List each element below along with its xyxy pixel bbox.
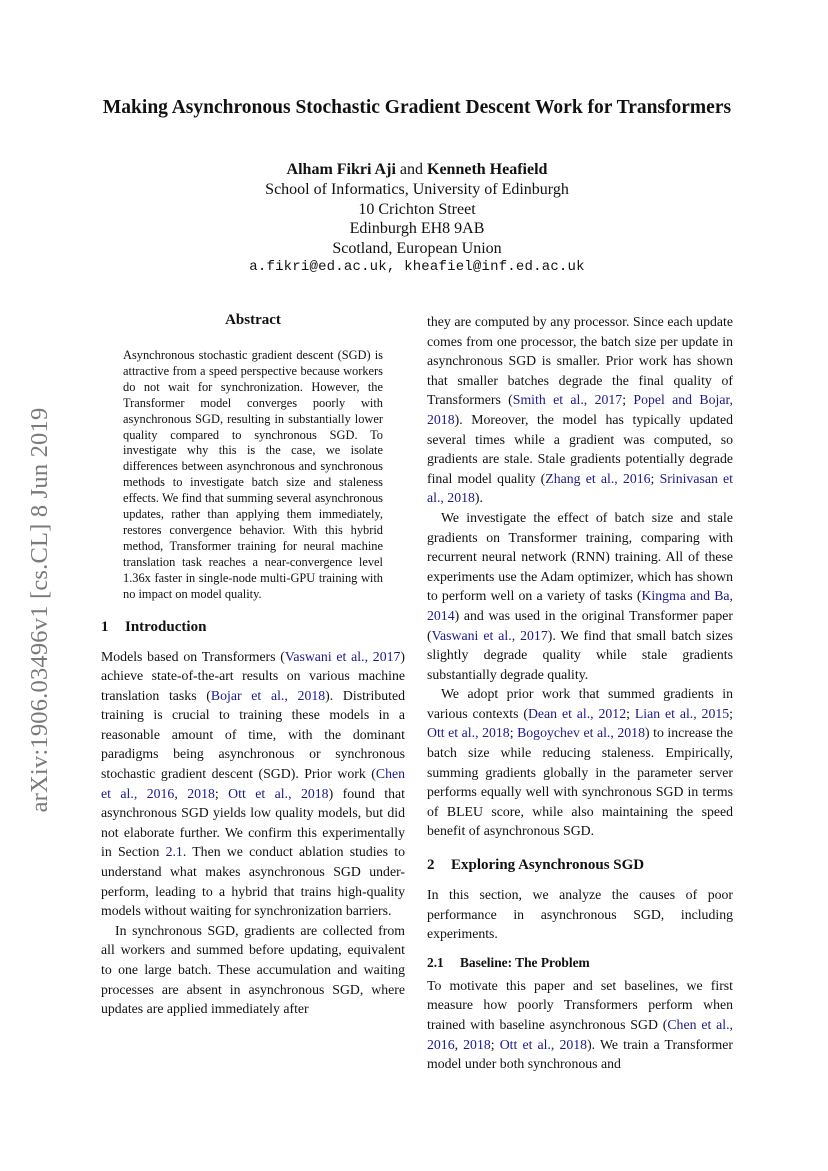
citation-link[interactable]: 2018 [187,785,215,801]
left-column [101,306,405,1019]
citation-link[interactable]: Vaswani et al., 2017 [284,648,401,664]
subsection-heading-baseline [427,954,733,972]
citation-link[interactable]: 2018 [463,1036,491,1052]
section-number: 1 [101,618,109,635]
section-heading-introduction [101,617,405,637]
section-title: Exploring Asynchronous SGD [451,857,645,874]
subsection-number: 2.1 [427,954,444,970]
abstract-heading: Abstract [225,312,281,328]
subsection-title: Baseline: The Problem [460,954,590,970]
right-paragraph-3: We adopt prior work that summed gradients in various contexts (Dean et al., 2012; Lian et al., 2015; Ott et al., 2018; Bogoychev et al., 2018) to increase the batch size while reducing staleness. Empirically, summing gradients globally in the parameter server performs equally well with synchronous SGD in terms of BLEU score, while also maintaining the speed benefit of asynchronous SGD. [427,686,733,839]
section-title: Introduction [125,618,207,635]
citation-link[interactable]: Chen et al., 2016 [427,1017,733,1052]
paper-title: Making Asynchronous Stochastic Gradient Descent Work for Transformers [102,97,732,118]
right-paragraph-1: they are computed by any processor. Since each update comes from one processor, the batch size per update in asynchronous SGD is smaller. Prior work has shown that smaller batches degrade the final quality of Transformers (Smith et al., 2017; Popel and Bojar, 2018). Moreover, the model has typically updated several times while a gradient was computed, so gradients are stale. Stale gradients potentially degrade final model quality (Zhang et al., 2016; Srinivasan et al., 2018). [427,314,733,506]
intro-paragraph-1: Models based on Transformers (Vaswani et al., 2017) achieve state-of-the-art results on various machine translation tasks (Bojar et al., 2018). Distributed training is crucial to training these models in a reasonable amount of time, with the dominant paradigms being asynchronous or synchronous stochastic gradient descent (SGD). Prior work (Chen et al., 2016, 2018; Ott et al., 2018) found that asynchronous SGD yields low quality models, but did not elaborate further. We confirm this experimentally in Section 2.1. Then we conduct ablation studies to understand what makes asynchronous SGD under-perform, leading to a hybrid that trains high-quality models without waiting for synchronization barriers. [101,648,406,919]
affiliation-line: School of Informatics, University of Edinburgh [265,181,569,198]
section-2-1-paragraph: To motivate this paper and set baselines, we first measure how poorly Transformers perform when trained with baseline asynchronous SGD (Chen et al., 2016, 2018; Ott et al., 2018). We train a Transformer model under both synchronous and [427,977,733,1072]
citation-link[interactable]: Ott et al., 2018 [499,1036,588,1052]
citation-link[interactable]: Vaswani et al., 2017 [431,627,548,643]
affiliation-line: Edinburgh EH8 9AB [349,220,485,238]
author-2: Kenneth Heafield [427,161,548,178]
affiliation-line: 10 Crichton Street [358,200,476,218]
affiliation-line: Scotland, European Union [332,239,502,257]
affiliation [100,180,734,258]
abstract-text: Asynchronous stochastic gradient descent (SGD) is attractive from a speed perspective because workers do not wait for synchronization. However, the Transformer model converges poorly with asynchronous SGD, resulting in substantially lower quality compared to synchronous SGD. To investigate why this is the case, we isolate differences between asynchronous and synchronous methods to investigate batch size and staleness effects. We find that summing several asynchronous updates, rather than applying them immediately, restores convergence behavior. With this hybrid method, Transformer training for neural machine translation task reaches a near-convergence level 1.36x faster in single-node multi-GPU training with no impact on model quality. [123,348,383,601]
citation-link[interactable]: Bojar et al., 2018 [210,687,326,703]
citation-link[interactable]: Zhang et al., 2016 [545,470,651,486]
citation-link[interactable]: Srinivasan et al., 2018 [427,470,733,506]
citation-link[interactable]: Ott et al., 2018 [228,785,329,801]
citation-link[interactable]: Bogoychev et al., 2018 [517,725,645,741]
intro-paragraph-2: In synchronous SGD, gradients are collected from all workers and summed before updating, equivalent to one large batch. These accumulation and waiting processes are absent in asynchronous SGD, where updates are applied immediately after [101,922,405,1017]
author-line [100,160,734,180]
citation-link[interactable]: Kingma and Ba, 2014 [427,588,734,623]
section-number: 2 [427,857,435,874]
citation-link[interactable]: Ott et al., 2018 [427,725,510,741]
citation-link[interactable]: Lian et al., 2015 [634,705,730,721]
right-paragraph-2: We investigate the effect of batch size and stale gradients on Transformer training, comparing with recurrent neural network (RNN) training. All of these experiments use the Adam optimizer, which has shown to perform well on a variety of tasks (Kingma and Ba, 2014) and was used in the original Transformer paper (Vaswani et al., 2017). We find that small batch sizes slightly degrade quality while stale gradients substantially degrade quality. [427,509,734,682]
author-conjunction: and [399,161,423,178]
right-column [427,312,733,1074]
author-1: Alham Fikri Aji [286,161,396,178]
arxiv-stamp: arXiv:1906.03496v1 [cs.CL] 8 Jun 2019 [26,407,53,813]
citation-link[interactable]: Popel and Bojar, 2018 [427,392,733,427]
author-emails: a.fikri@ed.ac.uk, kheafiel@inf.ed.ac.uk [249,259,585,275]
citation-link[interactable]: Chen et al., 2016 [101,766,405,801]
citation-link[interactable]: Smith et al., 2017 [512,392,623,408]
section-ref-link[interactable]: 2.1 [165,844,183,860]
section-heading-exploring [427,855,733,875]
citation-link[interactable]: Dean et al., 2012 [527,705,627,721]
section-2-paragraph: In this section, we analyze the causes of poor performance in asynchronous SGD, including experiments. [427,887,733,942]
